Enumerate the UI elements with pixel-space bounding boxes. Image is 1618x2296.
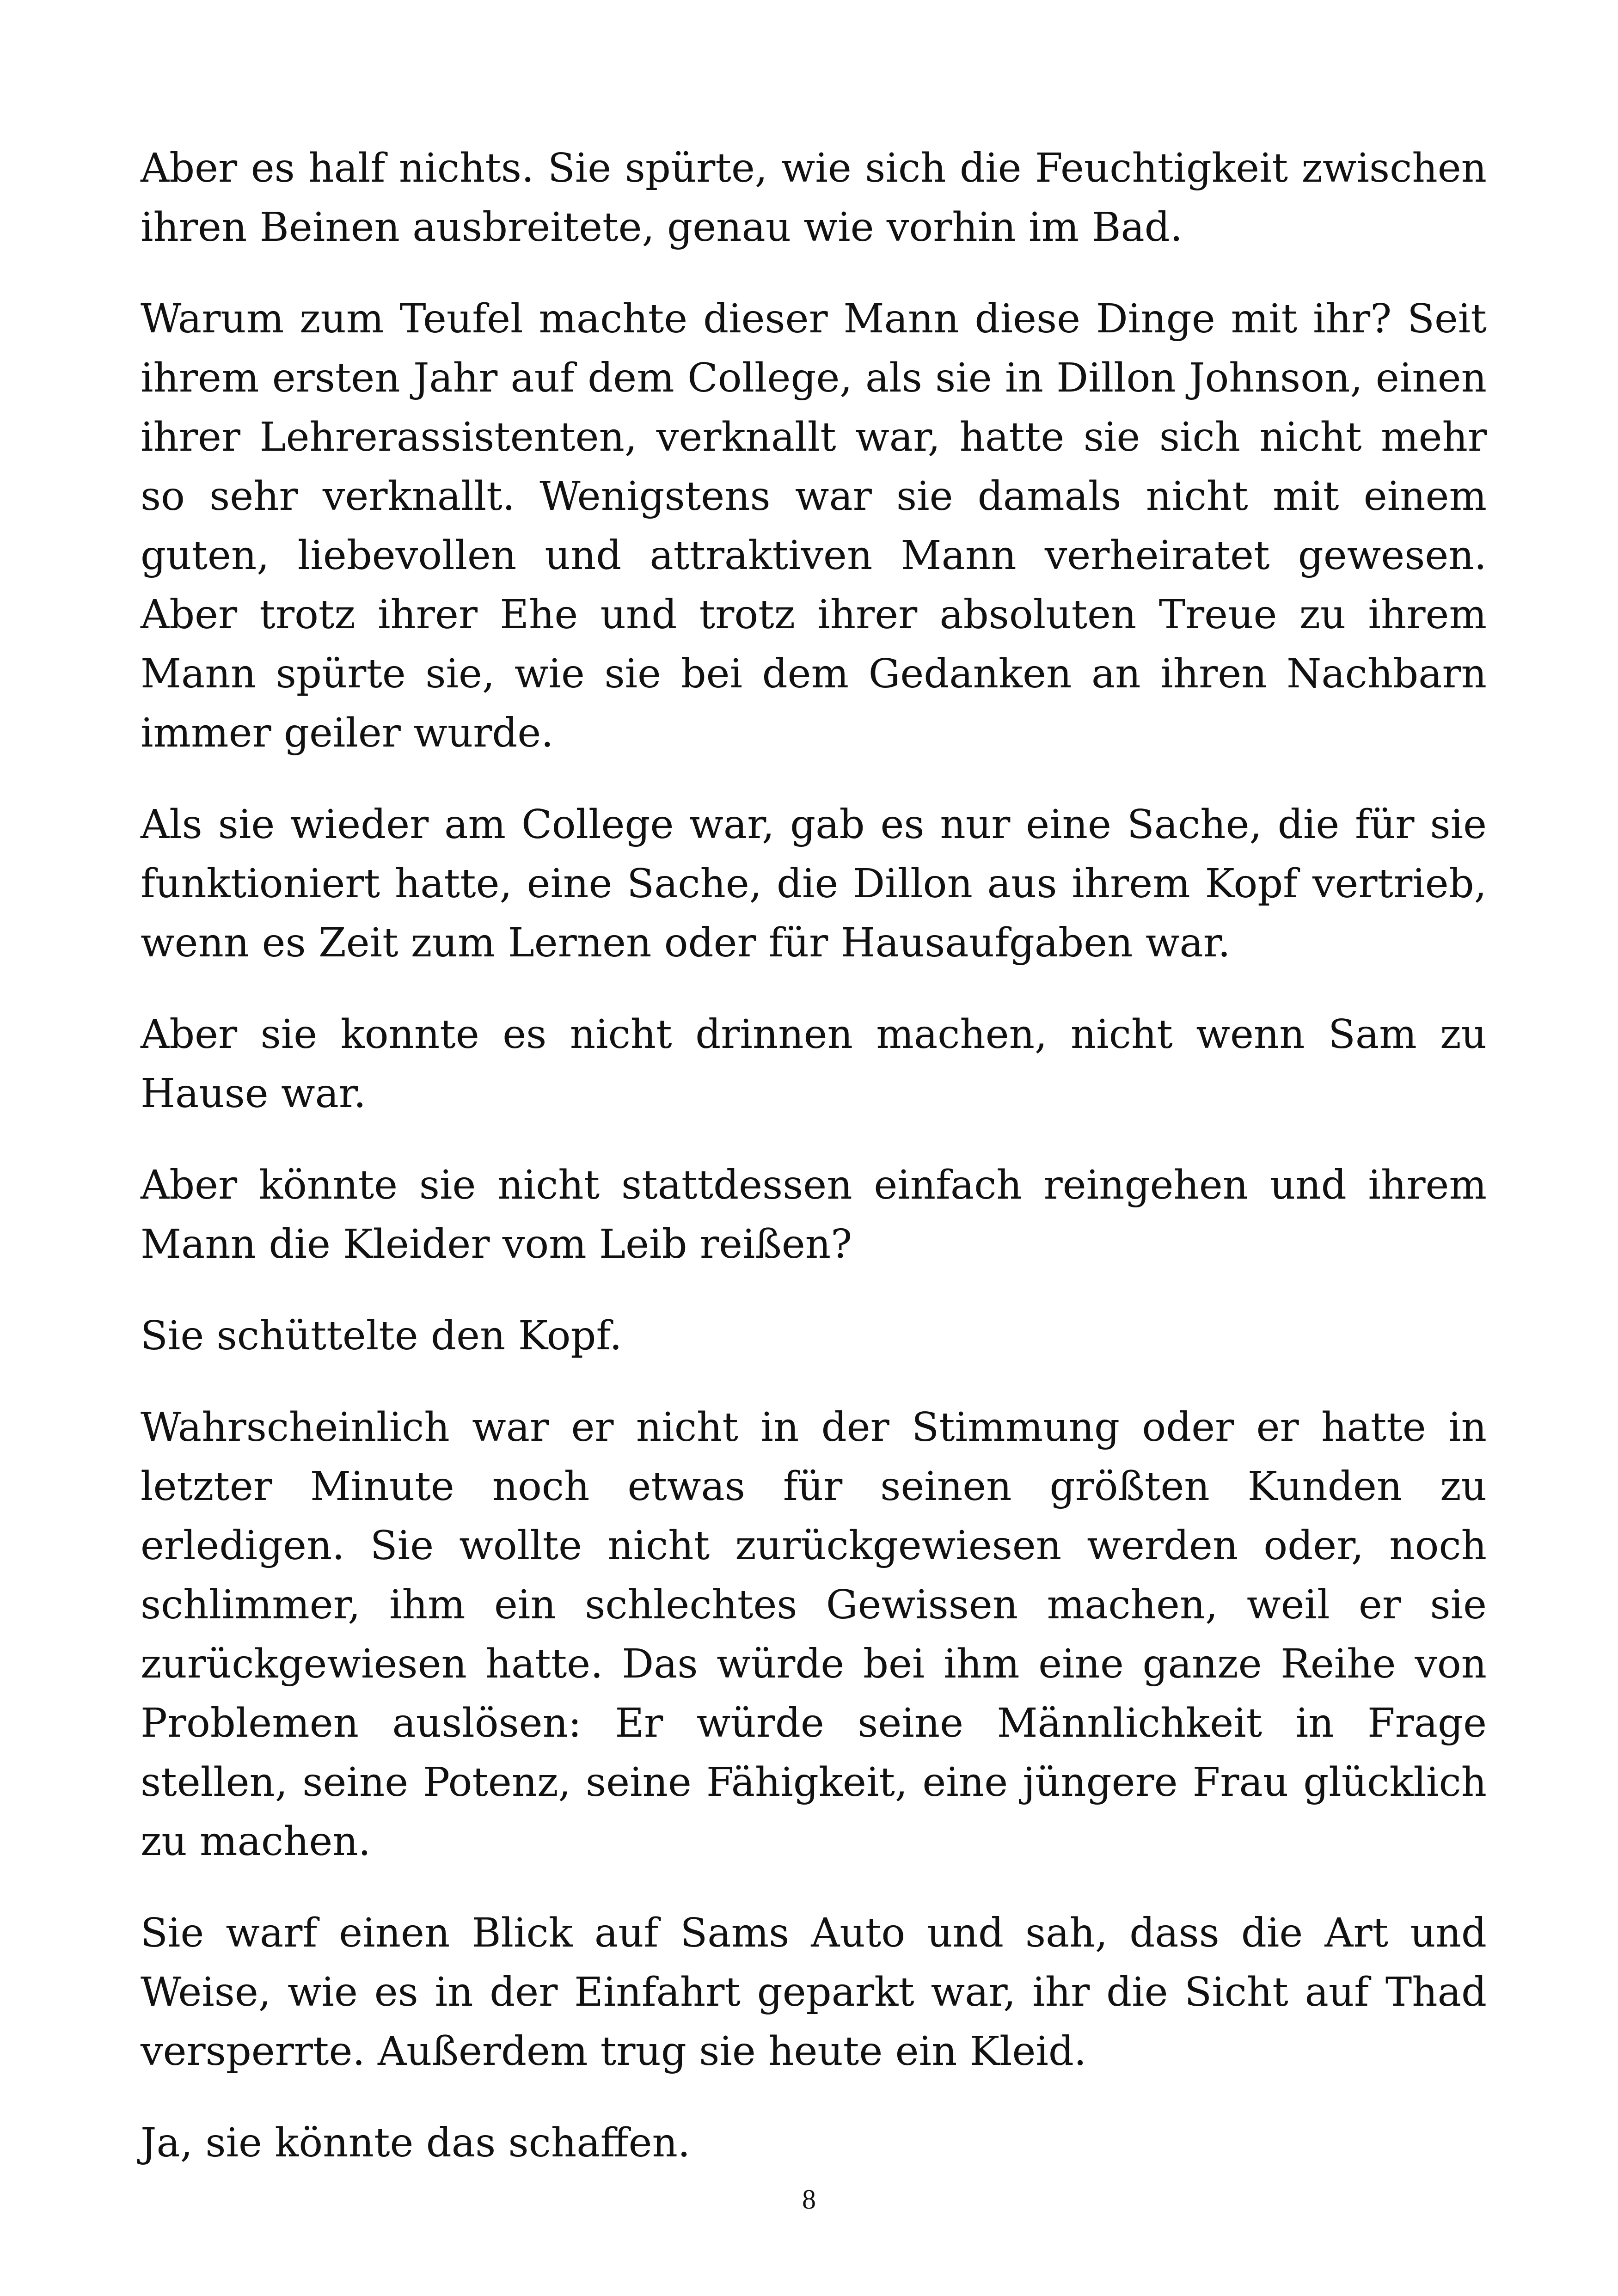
paragraph: Ja, sie könnte das schaffen. bbox=[141, 2120, 691, 2166]
paragraph: Aber könnte sie nicht stattdessen einfach reingehen und ihrem Mann die Kleider vom Leib reißen? bbox=[141, 1162, 1487, 1267]
paragraph: Warum zum Teufel machte dieser Mann diese Dinge mit ihr? Seit ihrem ersten Jahr auf dem College, als sie in Dillon Johnson, einen ihrer Lehrerassistenten, verknallt war, hatte sie sich nicht mehr so sehr verknallt. Wenigstens war sie damals nicht mit einem guten, liebevollen und attraktiven Mann verheiratet gewesen. Aber trotz ihrer Ehe und trotz ihrer absoluten Treue zu ihrem Mann spürte sie, wie sie bei dem Gedanken an ihren Nachbarn immer geiler wurde. bbox=[141, 296, 1487, 756]
page-number: 8 bbox=[802, 2184, 816, 2215]
body-text bbox=[141, 139, 1487, 2205]
paragraph: Sie warf einen Blick auf Sams Auto und sah, dass die Art und Weise, wie es in der Einfahrt geparkt war, ihr die Sicht auf Thad versperrte. Außerdem trug sie heute ein Kleid. bbox=[141, 1910, 1487, 2075]
paragraph: Aber sie konnte es nicht drinnen machen, nicht wenn Sam zu Hause war. bbox=[141, 1011, 1487, 1117]
paragraph: Sie schüttelte den Kopf. bbox=[141, 1313, 622, 1359]
paragraph: Als sie wieder am College war, gab es nur eine Sache, die für sie funktioniert hatte, eine Sache, die Dillon aus ihrem Kopf vertrieb, wenn es Zeit zum Lernen oder für Hausaufgaben war. bbox=[141, 802, 1487, 966]
paragraph: Aber es half nichts. Sie spürte, wie sich die Feuchtigkeit zwischen ihren Beinen ausbreitete, genau wie vorhin im Bad. bbox=[141, 145, 1487, 251]
paragraph: Wahrscheinlich war er nicht in der Stimmung oder er hatte in letzter Minute noch etwas für seinen größten Kunden zu erledigen. Sie wollte nicht zurückgewiesen werden oder, noch schlimmer, ihm ein schlechtes Gewissen machen, weil er sie zurückgewiesen hatte. Das würde bei ihm eine ganze Reihe von Problemen auslösen: Er würde seine Männlichkeit in Frage stellen, seine Potenz, seine Fähigkeit, eine jüngere Frau glücklich zu machen. bbox=[141, 1404, 1487, 1865]
